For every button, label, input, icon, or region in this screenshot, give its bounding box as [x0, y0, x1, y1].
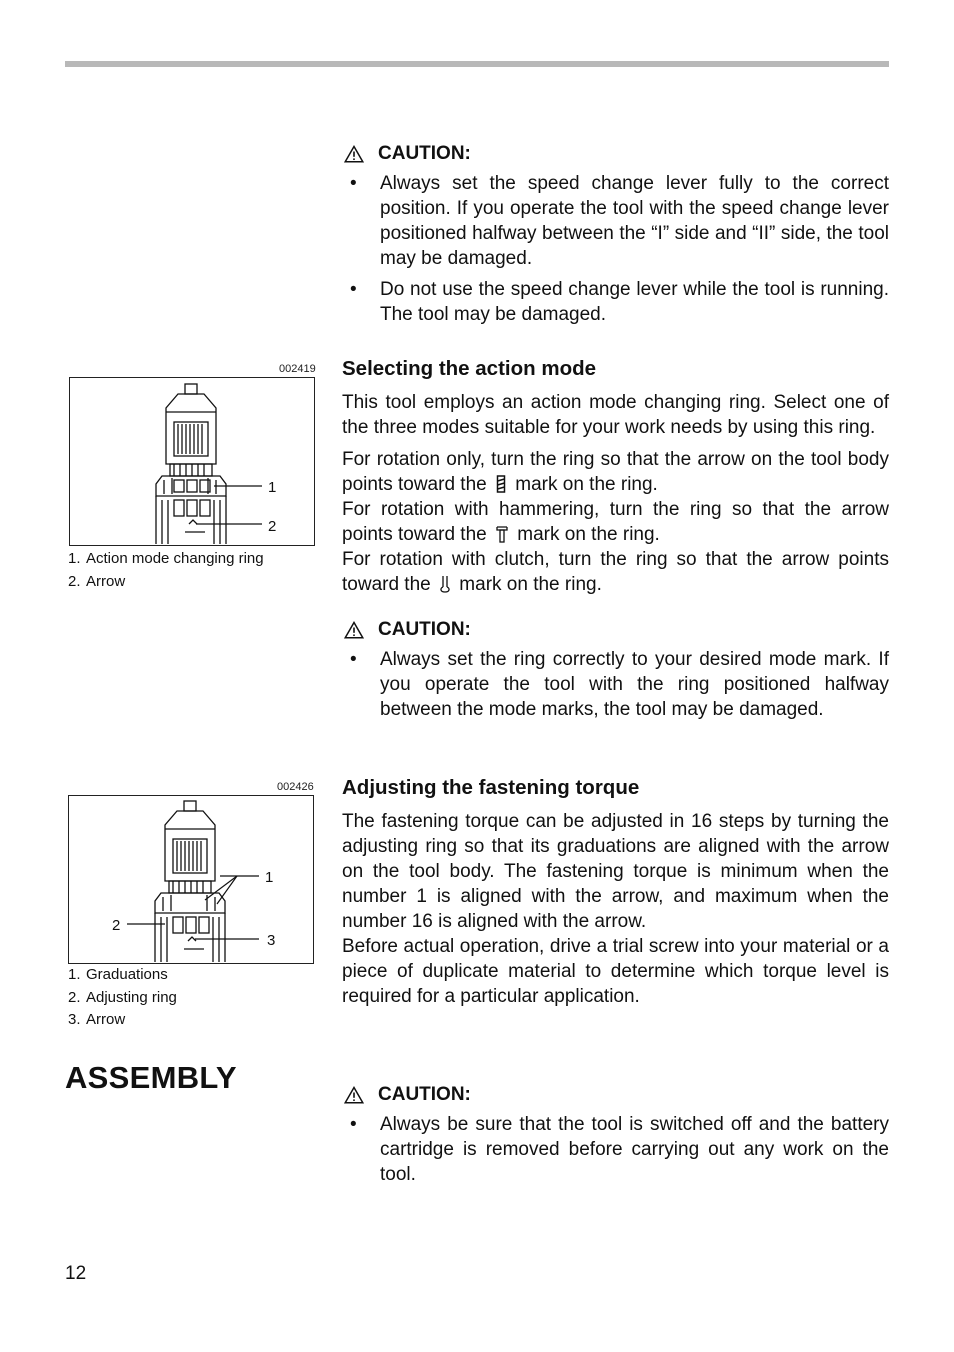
- top-rule: [65, 61, 889, 67]
- list-item: • Always set the ring correctly to your desired mode mark. If you operate the tool with the ring positioned halfway between the mode marks, the tool may be damaged.: [342, 647, 889, 722]
- callout-3: 3: [267, 932, 276, 949]
- warning-triangle-icon: [344, 1086, 364, 1104]
- hammer-mode-icon: [496, 525, 508, 543]
- legend-item: 2. Adjusting ring: [68, 988, 177, 1006]
- section-action-mode: [342, 357, 889, 728]
- caution-heading: [342, 618, 889, 642]
- callout-2: 2: [112, 917, 121, 934]
- caution-label: CAUTION:: [378, 143, 471, 164]
- warning-triangle-icon: [344, 621, 364, 639]
- caution-heading: [342, 142, 889, 166]
- paragraph: This tool employs an action mode changing ring. Select one of the three modes suitable for your work needs by using this ring.: [342, 392, 889, 438]
- callout-1: 1: [265, 869, 274, 886]
- legend-item: 1. Action mode changing ring: [68, 550, 264, 567]
- callout-1: 1: [268, 479, 277, 496]
- caution-list: [342, 647, 889, 722]
- figure-legend: [68, 964, 177, 1032]
- caution-block-speed: [342, 142, 889, 333]
- figure-action-mode-ring: [69, 377, 315, 546]
- legend-item: 1. Graduations: [68, 966, 168, 983]
- list-item: • Always be sure that the tool is switched off and the battery cartridge is removed before carrying out any work on the tool.: [342, 1112, 889, 1187]
- figure-code: 002419: [279, 363, 316, 375]
- chapter-title: ASSEMBLY: [65, 1060, 237, 1095]
- caution-label: CAUTION:: [378, 1084, 471, 1105]
- paragraph: For rotation only, turn the ring so that the arrow on the tool body points toward the mark on the ring. For rotation with hammering, turn the ring so that the arrow points toward the mark on the ring. For rotation with clutch, turn the ring so that the arrow points toward the mark on the ring.: [342, 449, 889, 595]
- paragraph: Before actual operation, drive a trial screw into your material or a piece of duplicate material to determine which torque level is required for a particular application.: [342, 936, 889, 1007]
- list-item: • Always set the speed change lever fully to the correct position. If you operate the tool with the speed change lever positioned halfway between the “I” side and “II” side, the tool may be damaged.: [342, 171, 889, 271]
- drill-mode-icon: [496, 475, 506, 493]
- callout-2: 2: [268, 518, 277, 535]
- warning-triangle-icon: [344, 145, 364, 163]
- section-torque: [342, 776, 889, 1009]
- figure-code: 002426: [277, 781, 314, 793]
- figure-legend: [68, 548, 264, 593]
- legend-item: 3. Arrow: [68, 1011, 126, 1028]
- list-item: • Do not use the speed change lever while the tool is running. The tool may be damaged.: [342, 277, 889, 327]
- caution-list: [342, 1112, 889, 1187]
- section-heading: Adjusting the fastening torque: [342, 776, 640, 799]
- caution-heading: [342, 1083, 889, 1107]
- legend-item: 2. Arrow: [68, 572, 126, 590]
- figure-torque-ring: [68, 795, 314, 964]
- clutch-mode-icon: [440, 575, 450, 593]
- paragraph: The fastening torque can be adjusted in 16 steps by turning the adjusting ring so that its graduations are aligned with the arrow on the tool body. The fastening torque is minimum when the number 1 is aligned with the arrow, and maximum when the number 16 is aligned with the arrow.: [342, 811, 889, 932]
- caution-label: CAUTION:: [378, 619, 471, 640]
- section-heading: Selecting the action mode: [342, 357, 597, 380]
- drill-illustration: [69, 796, 312, 962]
- caution-list: [342, 171, 889, 327]
- page-number: 12: [65, 1263, 87, 1284]
- caution-block-assembly: [342, 1083, 889, 1193]
- drill-illustration: [70, 378, 313, 544]
